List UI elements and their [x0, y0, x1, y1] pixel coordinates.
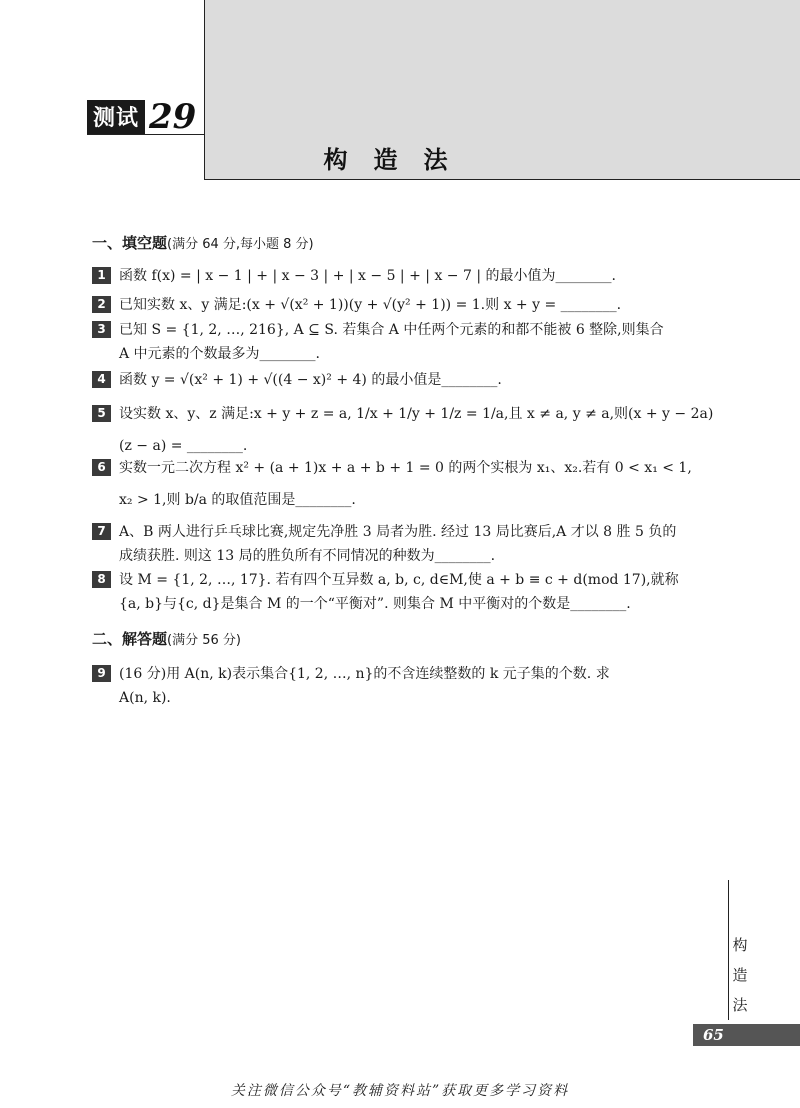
question-number-badge: 2 [92, 296, 111, 313]
page-number: 65 [693, 1024, 800, 1046]
question-7 [92, 520, 722, 568]
question-text: 函数 f(x) = | x − 1 | + | x − 3 | + | x − 5 | + | x − 7 | 的最小值为________. [119, 268, 616, 284]
question-number-badge: 3 [92, 321, 111, 338]
chapter-title: 构造法 [323, 146, 474, 174]
question-number-badge: 1 [92, 267, 111, 284]
question-number-badge: 6 [92, 459, 111, 476]
question-text: 函数 y = √(x² + 1) + √((4 − x)² + 4) 的最小值是________. [119, 372, 502, 388]
side-chapter-label [732, 930, 748, 1020]
side-rule [728, 880, 729, 1020]
side-char: 构 [732, 936, 748, 954]
question-text-cont: A 中元素的个数最多为________. [119, 346, 321, 362]
section-solve-title: 二、解答题 [92, 630, 168, 648]
question-text-cont: A(n, k). [119, 690, 171, 706]
question-number-badge: 9 [92, 665, 111, 682]
question-text: 已知 S = {1, 2, …, 216}, A ⊆ S. 若集合 A 中任两个元素的和都不能被 6 整除,则集合 [119, 322, 664, 338]
question-1 [92, 264, 722, 288]
question-2 [92, 293, 722, 317]
question-text-cont: {a, b}与{c, d}是集合 M 的一个“平衡对”. 则集合 M 中平衡对的个数是________. [119, 596, 631, 612]
question-text-cont: (z − a) = ________. [119, 438, 248, 454]
question-text: 实数一元二次方程 x² + (a + 1)x + a + b + 1 = 0 的两个实根为 x₁、x₂.若有 0 < x₁ < 1, [119, 460, 692, 476]
question-text-cont: x₂ > 1,则 b/a 的取值范围是________. [119, 492, 356, 508]
question-text: 设实数 x、y、z 满足:x + y + z = a, 1/x + 1/y + 1/z = 1/a,且 x ≠ a, y ≠ a,则(x + y − 2a) [119, 406, 714, 422]
section-fill-heading [92, 232, 314, 253]
section-fill-title: 一、填空题 [92, 234, 168, 252]
footer-note: 关注微信公众号“教辅资料站”获取更多学习资料 [230, 1083, 570, 1099]
test-tag [87, 97, 197, 137]
section-fill-note: (满分 64 分,每小题 8 分) [167, 237, 314, 252]
question-text: A、B 两人进行乒乓球比赛,规定先净胜 3 局者为胜. 经过 13 局比赛后,A 才以 8 胜 5 负的 [119, 524, 677, 540]
question-text: 设 M = {1, 2, …, 17}. 若有四个互异数 a, b, c, d∈M,使 a + b ≡ c + d(mod 17),就称 [119, 572, 679, 588]
question-9 [92, 662, 722, 710]
question-number-badge: 4 [92, 371, 111, 388]
section-solve-note: (满分 56 分) [167, 633, 241, 648]
test-label: 测试 [87, 100, 145, 134]
question-5 [92, 402, 722, 458]
question-number-badge: 8 [92, 571, 111, 588]
question-number-badge: 5 [92, 405, 111, 422]
question-8 [92, 568, 722, 616]
question-text: (16 分)用 A(n, k)表示集合{1, 2, …, n}的不含连续整数的 k 元子集的个数. 求 [119, 666, 610, 682]
question-6 [92, 456, 722, 512]
question-number-badge: 7 [92, 523, 111, 540]
question-text: 已知实数 x、y 满足:(x + √(x² + 1))(y + √(y² + 1)) = 1.则 x + y = ________. [119, 297, 622, 313]
header-rule [87, 134, 204, 135]
test-number: 29 [149, 97, 197, 137]
question-3 [92, 318, 722, 366]
question-4 [92, 368, 722, 392]
question-text-cont: 成绩获胜. 则这 13 局的胜负所有不同情况的种数为________. [119, 548, 496, 564]
section-solve-heading [92, 628, 241, 649]
side-char: 法 [732, 996, 748, 1014]
side-char: 造 [732, 966, 748, 984]
